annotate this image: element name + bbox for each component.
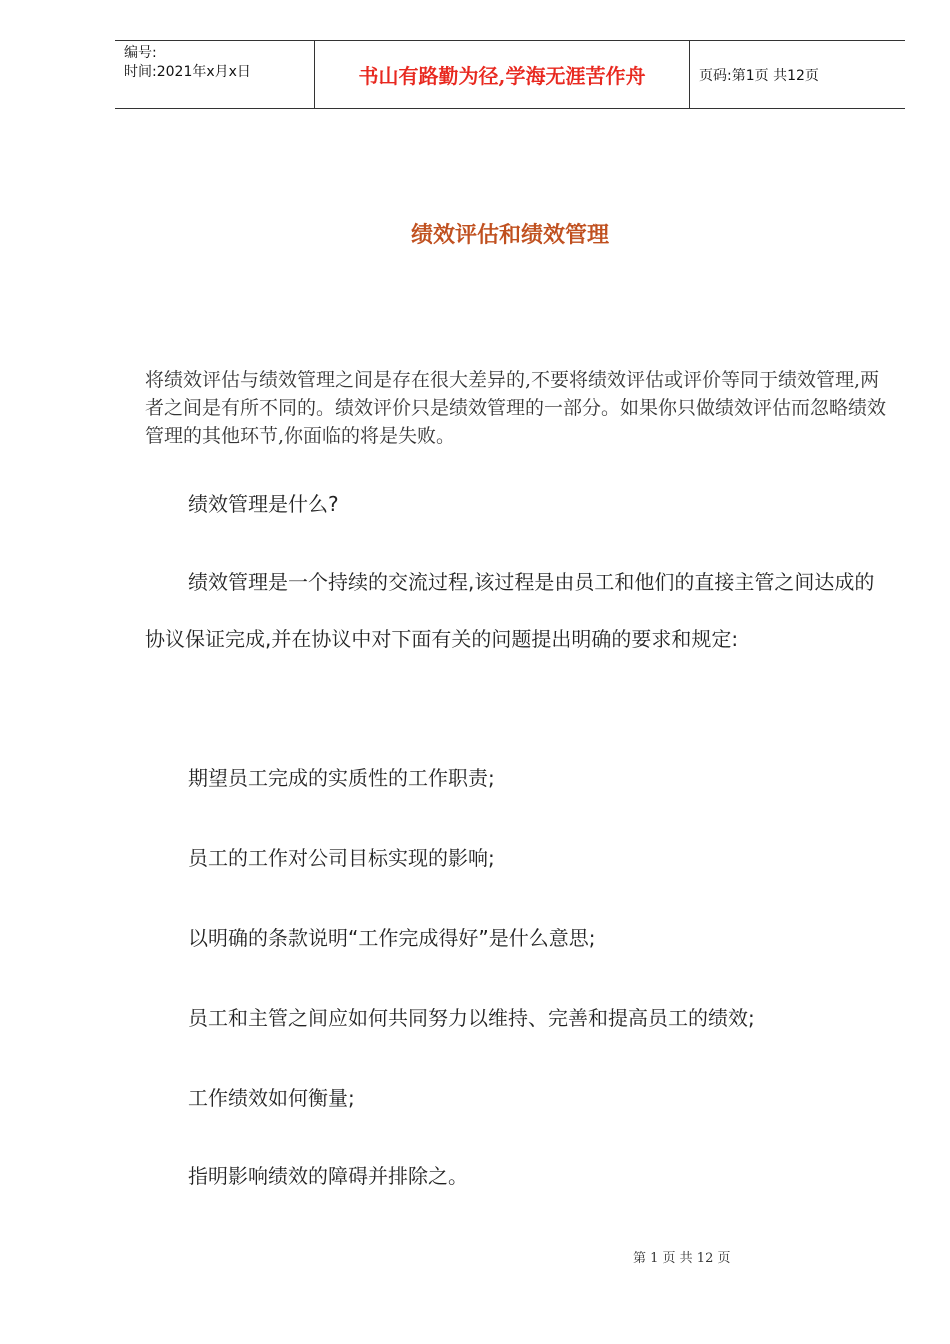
list-item: 期望员工完成的实质性的工作职责; [188, 766, 495, 790]
question-heading: 绩效管理是什么? [188, 492, 339, 516]
page-header [115, 40, 905, 109]
list-item: 工作绩效如何衡量; [188, 1086, 355, 1110]
list-item: 以明确的条款说明“工作完成得好”是什么意思; [188, 926, 596, 950]
header-page-info: 页码:第1页 共12页 [699, 67, 819, 84]
time-label: 时间:2021年x月x日 [124, 64, 251, 80]
header-motto: 书山有路勤为径,学海无涯苦作舟 [315, 41, 690, 108]
intro-paragraph: 将绩效评估与绩效管理之间是存在很大差异的,不要将绩效评估或评价等同于绩效管理,两者之间是有所不同的。绩效评价只是绩效管理的一部分。如果你只做绩效评估而忽略绩效管理的其他环节,你面临的将是失败。 [145, 369, 887, 447]
list-item: 指明影响绩效的障碍并排除之。 [188, 1164, 468, 1188]
definition-paragraph: 绩效管理是一个持续的交流过程,该过程是由员工和他们的直接主管之间达成的协议保证完成,并在协议中对下面有关的问题提出明确的要求和规定: [145, 570, 875, 651]
list-item: 员工的工作对公司目标实现的影响; [188, 846, 495, 870]
list-item: 员工和主管之间应如何共同努力以维持、完善和提高员工的绩效; [188, 1006, 755, 1030]
header-meta [115, 41, 315, 108]
page-footer: 第 1 页 共 12 页 [633, 1251, 731, 1266]
code-label: 编号: [124, 45, 157, 61]
document-title: 绩效评估和绩效管理 [410, 222, 609, 248]
